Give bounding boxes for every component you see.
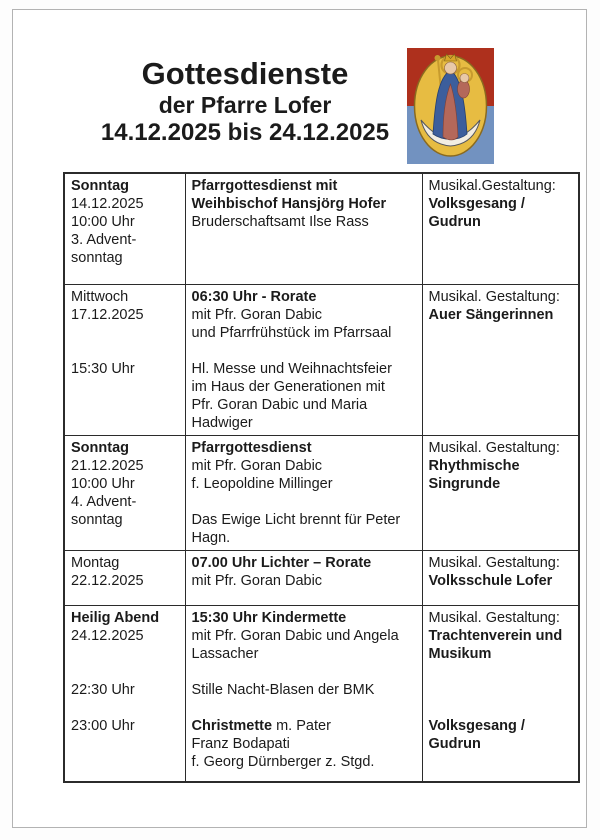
text-line: Gudrun	[428, 214, 481, 230]
text-line	[71, 699, 181, 717]
text-line: Volksgesang /	[428, 196, 525, 212]
text-line: 10:00 Uhr	[71, 214, 135, 230]
text-line: Auer Sängerinnen	[428, 306, 554, 323]
cell-service	[185, 284, 422, 435]
text-line: Musikal. Gestaltung:	[428, 554, 560, 571]
text-line: mit Pfr. Goran Dabic und Angela	[191, 627, 399, 644]
text-line	[192, 342, 418, 360]
text-line	[429, 681, 575, 699]
cell-music	[422, 284, 579, 435]
text-line: 07.00 Uhr Lichter – Rorate	[191, 554, 372, 571]
text-line	[71, 645, 181, 663]
cell-music	[422, 173, 579, 284]
text-line: 21.12.2025	[71, 457, 144, 474]
text-line	[71, 324, 181, 342]
text-line: sonntag	[71, 250, 123, 266]
text-line: Rhythmische	[428, 457, 520, 474]
cell-service	[185, 173, 422, 284]
table-row	[64, 284, 579, 435]
text-line: 22.12.2025	[71, 572, 144, 589]
text-line: Franz Bodapati	[191, 735, 290, 752]
text-line: mit Pfr. Goran Dabic	[191, 306, 323, 323]
text-line: Hadwiger	[191, 414, 253, 431]
service-schedule-table	[63, 172, 580, 783]
text-line: Pfarrgottesdienst	[191, 439, 312, 456]
cell-date	[64, 550, 185, 605]
text-line: Christmette m. Pater	[191, 717, 331, 734]
text-line: 17.12.2025	[71, 306, 144, 323]
text-line: 23:00 Uhr	[71, 717, 135, 734]
text-line: Gudrun	[428, 735, 481, 752]
text-line: mit Pfr. Goran Dabic	[191, 457, 323, 474]
text-line: im Haus der Generationen mit	[191, 378, 385, 395]
madonna-with-child-emblem-icon	[407, 48, 494, 164]
text-line	[192, 493, 418, 511]
text-line: Pfarrgottesdienst mit	[191, 178, 338, 194]
text-line: Volksgesang /	[428, 717, 525, 734]
text-line: 4. Advent-	[71, 493, 137, 510]
text-line: 3. Advent-	[71, 232, 137, 248]
text-line: Hl. Messe und Weihnachtsfeier	[191, 360, 392, 377]
cell-date	[64, 605, 185, 782]
table-row	[64, 550, 579, 605]
text-line	[71, 342, 181, 360]
cell-music	[422, 435, 579, 550]
page-subtitle: der Pfarre Lofer	[158, 92, 332, 118]
table-row	[64, 435, 579, 550]
text-line: 06:30 Uhr - Rorate	[191, 288, 317, 305]
text-line: f. Georg Dürnberger z. Stgd.	[191, 753, 375, 770]
text-line	[429, 699, 575, 717]
text-line: Volksschule Lofer	[428, 572, 553, 589]
text-line: Musikum	[428, 645, 492, 662]
text-line: Musikal. Gestaltung:	[428, 288, 560, 305]
text-line	[192, 663, 418, 681]
text-line: Sonntag	[71, 178, 129, 194]
text-line	[192, 699, 418, 717]
title-block	[63, 48, 407, 147]
text-line: Musikal. Gestaltung:	[428, 609, 560, 626]
cell-date	[64, 435, 185, 550]
text-line: Sonntag	[71, 439, 129, 456]
text-line: Montag	[71, 554, 120, 571]
text-line: Musikal.Gestaltung:	[428, 178, 556, 194]
text-line: Heilig Abend	[71, 609, 160, 626]
text-line: Bruderschaftsamt Ilse Rass	[191, 214, 369, 230]
page-title: Gottesdienste	[141, 56, 349, 91]
text-line	[71, 663, 181, 681]
text-line: und Pfarrfrühstück im Pfarrsaal	[191, 324, 392, 341]
text-line: Singrunde	[428, 475, 501, 492]
text-line: Stille Nacht-Blasen der BMK	[191, 681, 375, 698]
document-header	[63, 48, 494, 164]
text-line: 15:30 Uhr	[71, 360, 135, 377]
text-line	[429, 663, 575, 681]
cell-date	[64, 284, 185, 435]
text-line: Hagn.	[191, 529, 231, 546]
text-line: 24.12.2025	[71, 627, 144, 644]
cell-date	[64, 173, 185, 284]
text-line: Das Ewige Licht brennt für Peter	[191, 511, 401, 528]
text-line: Mittwoch	[71, 288, 129, 305]
schedule-table-body	[64, 173, 579, 782]
text-line: Pfr. Goran Dabic und Maria	[191, 396, 368, 413]
text-line: Lassacher	[191, 645, 259, 662]
cell-music	[422, 550, 579, 605]
document-page	[12, 9, 587, 828]
cell-music	[422, 605, 579, 782]
cell-service	[185, 550, 422, 605]
text-line: 22:30 Uhr	[71, 681, 135, 698]
text-line: Weihbischof Hansjörg Hofer	[191, 196, 387, 212]
table-row	[64, 605, 579, 782]
table-row	[64, 173, 579, 284]
date-range: 14.12.2025 bis 24.12.2025	[100, 119, 390, 146]
text-line: sonntag	[71, 511, 123, 528]
text-line: Musikal. Gestaltung:	[428, 439, 560, 456]
text-line: 15:30 Uhr Kindermette	[191, 609, 347, 626]
text-line: 14.12.2025	[71, 196, 144, 212]
text-line: 10:00 Uhr	[71, 475, 135, 492]
text-line: Trachtenverein und	[428, 627, 563, 644]
cell-service	[185, 605, 422, 782]
text-line: f. Leopoldine Millinger	[191, 475, 333, 492]
text-line: mit Pfr. Goran Dabic	[191, 572, 323, 589]
cell-service	[185, 435, 422, 550]
